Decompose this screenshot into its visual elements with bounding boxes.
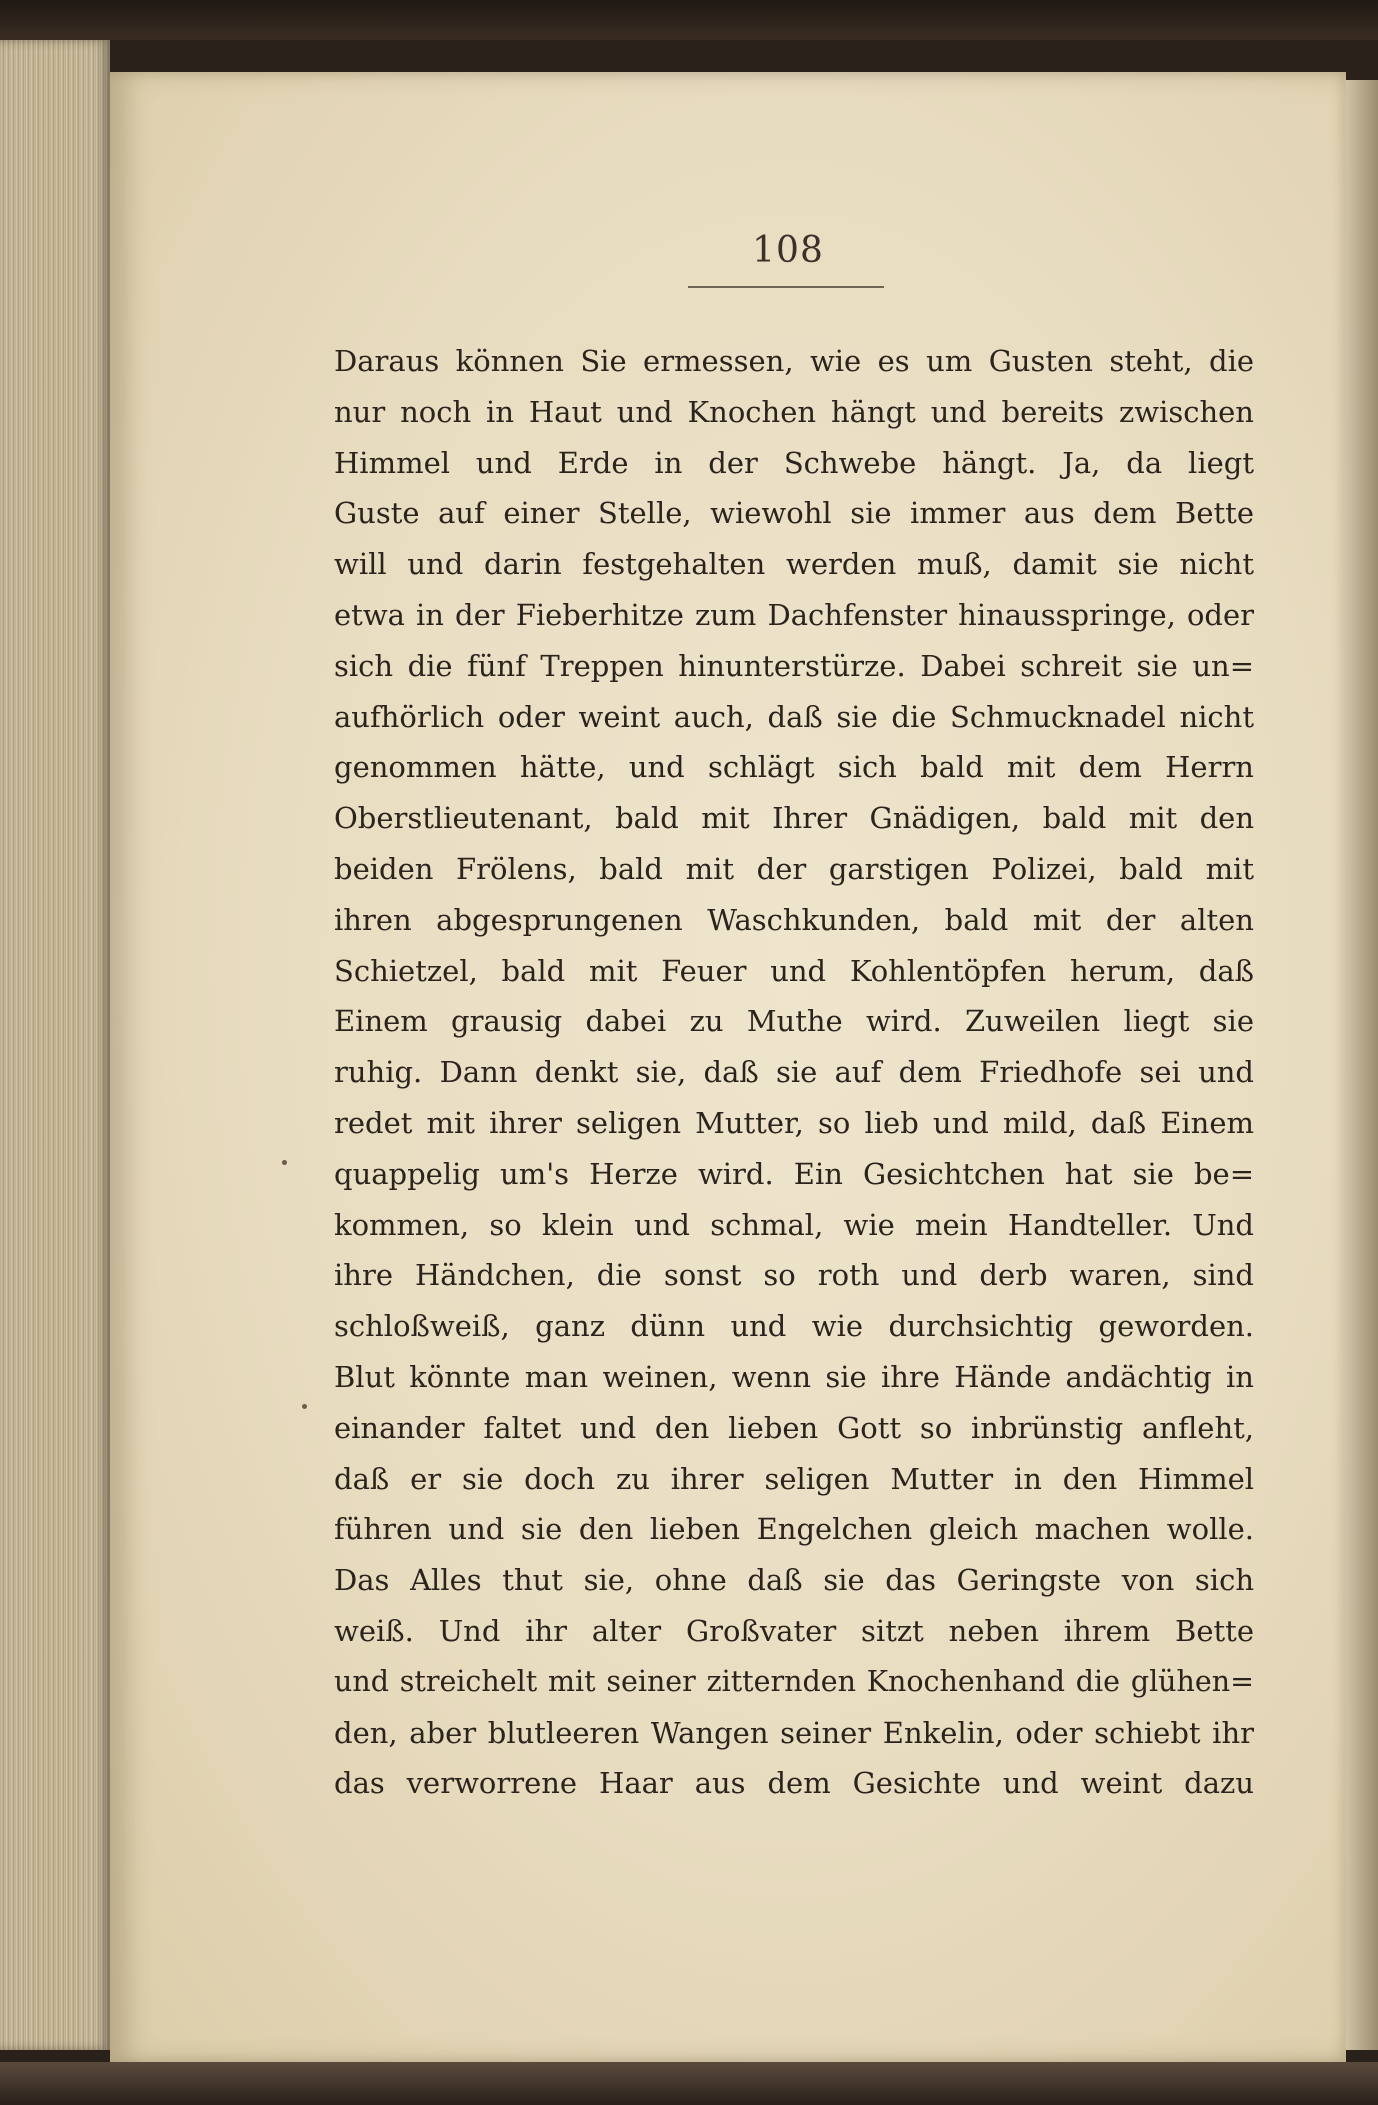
text-line: redet mit ihrer seligen Mutter, so lieb und mild, daß Einem xyxy=(334,1105,1254,1140)
text-line: ruhig. Dann denkt sie, daß sie auf dem Friedhofe sei und xyxy=(334,1055,1254,1090)
page-number: 108 xyxy=(752,230,824,271)
text-line: ihre Händchen, die sonst so roth und derb waren, sind xyxy=(334,1258,1254,1293)
text-line: weiß. Und ihr alter Großvater sitzt neben ihrem Bette xyxy=(334,1613,1254,1648)
book-cover-bottom xyxy=(0,2062,1378,2105)
text-line: Blut könnte man weinen, wenn sie ihre Hände andächtig in xyxy=(334,1359,1254,1394)
text-line: daß er sie doch zu ihrer seligen Mutter in den Himmel xyxy=(334,1461,1254,1496)
paper-speck xyxy=(282,1160,287,1165)
text-line: Das Alles thut sie, ohne daß sie das Geringste von sich xyxy=(334,1563,1254,1598)
text-line: kommen, so klein und schmal, wie mein Handteller. Und xyxy=(334,1207,1254,1242)
body-text xyxy=(334,336,1254,1809)
text-line: ihren abgesprungenen Waschkunden, bald mit der alten xyxy=(334,902,1254,937)
text-line: den, aber blutleeren Wangen seiner Enkelin, oder schiebt ihr xyxy=(334,1715,1254,1750)
text-line: Himmel und Erde in der Schwebe hängt. Ja, da liegt xyxy=(334,445,1254,480)
page-right-edge xyxy=(1346,80,1378,2050)
text-line: Oberstlieutenant, bald mit Ihrer Gnädigen, bald mit den xyxy=(334,801,1254,836)
text-line: aufhörlich oder weint auch, daß sie die Schmucknadel nicht xyxy=(334,699,1254,734)
text-line: quappelig um's Herze wird. Ein Gesichtchen hat sie be= xyxy=(334,1156,1254,1191)
text-line: schloßweiß, ganz dünn und wie durchsichtig geworden. xyxy=(334,1309,1254,1344)
text-line: das verworrene Haar aus dem Gesichte und weint dazu xyxy=(334,1766,1254,1801)
header-rule xyxy=(688,286,884,288)
text-line: und streichelt mit seiner zitternden Knochenhand die glühen= xyxy=(334,1664,1254,1698)
text-line: Daraus können Sie ermessen, wie es um Gusten steht, die xyxy=(334,344,1254,378)
text-line: Einem grausig dabei zu Muthe wird. Zuweilen liegt sie xyxy=(334,1004,1254,1039)
paper-speck xyxy=(302,1404,307,1409)
page-edges xyxy=(0,40,110,2050)
text-line: beiden Frölens, bald mit der garstigen Polizei, bald mit xyxy=(334,851,1254,886)
text-line: etwa in der Fieberhitze zum Dachfenster hinausspringe, oder xyxy=(334,597,1254,632)
text-line: Schietzel, bald mit Feuer und Kohlentöpfen herum, daß xyxy=(334,953,1254,988)
text-line: führen und sie den lieben Engelchen gleich machen wolle. xyxy=(334,1512,1254,1547)
text-line: sich die fünf Treppen hinunterstürze. Dabei schreit sie un= xyxy=(334,648,1254,683)
text-line: nur noch in Haut und Knochen hängt und bereits zwischen xyxy=(334,394,1254,429)
book-cover-top xyxy=(0,0,1378,40)
text-line: genommen hätte, und schlägt sich bald mit dem Herrn xyxy=(334,750,1254,785)
text-line: Guste auf einer Stelle, wiewohl sie immer aus dem Bette xyxy=(334,496,1254,531)
text-line: einander faltet und den lieben Gott so inbrünstig anfleht, xyxy=(334,1410,1254,1445)
text-line: will und darin festgehalten werden muß, damit sie nicht xyxy=(334,547,1254,582)
